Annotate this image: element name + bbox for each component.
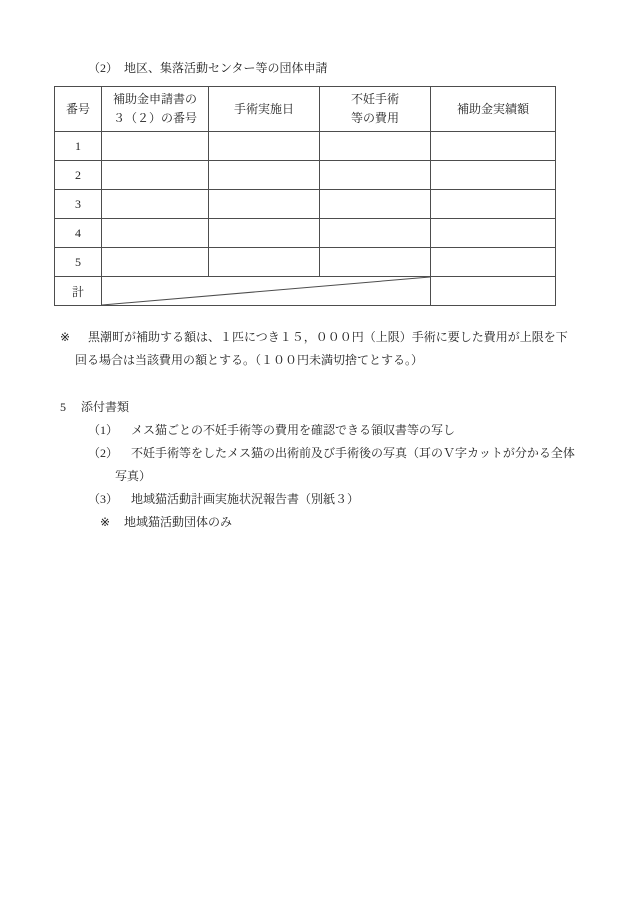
header-subsidy-amount-label: 補助金実績額: [456, 101, 529, 116]
header-cell-surgery-cost: [320, 87, 431, 132]
note-line1: 黒潮町が補助する額は、１匹につき１５，０００円（上限）手術に要した費用が上限を下: [88, 330, 568, 344]
header-number-label: 番号: [65, 101, 90, 116]
attachment-item3-marker: （3）: [88, 492, 119, 506]
header-application-line2: ３（２）の番号: [112, 111, 197, 125]
header-cell-number: [55, 87, 102, 132]
total-diagonal-cell: [102, 277, 431, 306]
note-marker-icon: ※: [60, 330, 71, 344]
empty-subsidy-amount-cell: [431, 248, 556, 277]
section5-title: 添付書類: [81, 400, 130, 414]
empty-surgery-cost-cell: [320, 190, 431, 219]
attachment-subnote-text: 地域猫活動団体のみ: [124, 515, 233, 529]
header-application-line1: 補助金申請書の: [112, 92, 197, 106]
table-row-3: [55, 190, 556, 219]
row-number-cell: 5: [55, 248, 102, 277]
empty-application-number-cell: [102, 248, 209, 277]
subsection-heading-text: 地区、集落活動センター等の団体申請: [124, 61, 328, 75]
empty-subsidy-amount-cell: [431, 161, 556, 190]
total-subsidy-amount-cell: [431, 277, 556, 306]
table-row-2: [55, 161, 556, 190]
attachment-item3-text: 地域猫活動計画実施状況報告書（別紙３）: [131, 492, 360, 506]
empty-surgery-cost-cell: [320, 132, 431, 161]
attachment-item1-marker: （1）: [88, 423, 119, 437]
header-cost-line2: 等の費用: [350, 111, 399, 125]
empty-surgery-date-cell: [209, 219, 320, 248]
attachment-item2-line1: 不妊手術等をしたメス猫の出術前及び手術後の写真（耳のＶ字カットが分かる全体: [131, 446, 575, 460]
empty-surgery-cost-cell: [320, 219, 431, 248]
empty-application-number-cell: [102, 190, 209, 219]
header-surgery-date-label: 手術実施日: [233, 101, 294, 116]
table-row-1: [55, 132, 556, 161]
attachment-item2-line2: 写真）: [115, 469, 152, 483]
attachment-item1-text: メス猫ごとの不妊手術等の費用を確認できる領収書等の写し: [131, 423, 456, 437]
table-header-row: [55, 87, 556, 132]
empty-surgery-date-cell: [209, 132, 320, 161]
empty-application-number-cell: [102, 161, 209, 190]
empty-surgery-date-cell: [209, 248, 320, 277]
row-number-cell: 3: [55, 190, 102, 219]
subsection-heading-marker: （2）: [88, 61, 119, 75]
empty-surgery-date-cell: [209, 161, 320, 190]
header-cost-line1: 不妊手術: [350, 92, 399, 106]
row-number-cell: 1: [55, 132, 102, 161]
subsidy-result-table: [54, 86, 556, 306]
empty-subsidy-amount-cell: [431, 219, 556, 248]
total-label-cell: 計: [55, 277, 102, 306]
empty-subsidy-amount-cell: [431, 132, 556, 161]
section5-number: 5: [60, 400, 66, 414]
empty-subsidy-amount-cell: [431, 190, 556, 219]
empty-surgery-cost-cell: [320, 161, 431, 190]
row-number-cell: 2: [55, 161, 102, 190]
header-cell-subsidy-amount: [431, 87, 556, 132]
header-cell-application-number: [102, 87, 209, 132]
empty-application-number-cell: [102, 219, 209, 248]
attachment-item2-marker: （2）: [88, 446, 119, 460]
empty-surgery-date-cell: [209, 190, 320, 219]
note-line2: 回る場合は当該費用の額とする。（１００円未満切捨てとする。）: [75, 353, 424, 367]
empty-application-number-cell: [102, 132, 209, 161]
table-row-5: [55, 248, 556, 277]
table-total-row: [55, 277, 556, 306]
diagonal-strike-line: [102, 277, 430, 305]
attachment-subnote-marker-icon: ※: [100, 515, 111, 529]
table-row-4: [55, 219, 556, 248]
empty-surgery-cost-cell: [320, 248, 431, 277]
header-cell-surgery-date: [209, 87, 320, 132]
row-number-cell: 4: [55, 219, 102, 248]
